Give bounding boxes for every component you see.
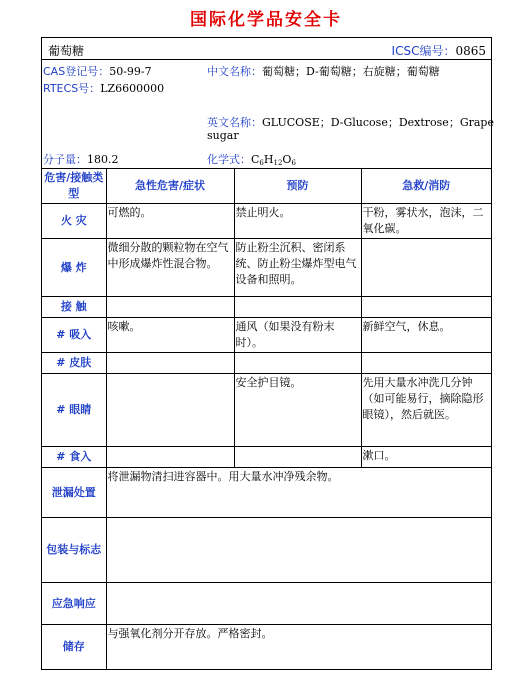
ingest-prevention <box>234 447 361 468</box>
ingest-firstaid: 漱口。 <box>361 447 491 468</box>
label-storage: 储存 <box>42 625 106 669</box>
name-row <box>42 38 491 60</box>
label-explosion: 爆 炸 <box>42 239 106 297</box>
identification-block <box>42 60 494 169</box>
row-spill <box>42 468 491 518</box>
label-contact: 接 触 <box>42 297 106 318</box>
chemical-name: 葡萄糖 <box>48 44 85 58</box>
fire-acute: 可燃的。 <box>106 204 234 239</box>
storage-text: 与强氧化剂分开存放。严格密封。 <box>106 625 491 669</box>
icsc-value: 0865 <box>455 44 486 58</box>
header-acute: 急性危害/症状 <box>106 169 234 204</box>
icsc-label: ICSC编号： <box>391 44 456 58</box>
safety-card <box>41 37 492 670</box>
row-inhale <box>42 318 491 353</box>
row-eye <box>42 374 491 447</box>
eye-prevention: 安全护目镜。 <box>234 374 361 447</box>
row-emergency <box>42 583 491 625</box>
label-inhale: # 吸入 <box>42 318 106 353</box>
molecular-weight <box>43 151 119 167</box>
row-fire <box>42 204 491 239</box>
label-eye: # 眼睛 <box>42 374 106 447</box>
explosion-acute: 微细分散的颗粒物在空气中形成爆炸性混合物。 <box>106 239 234 297</box>
chemical-formula: 化学式：$C_6H_{12}O_6$ <box>207 153 296 167</box>
emergency-text <box>106 583 491 625</box>
cn-name-value: 葡萄糖；D-葡萄糖；右旋糖；葡萄糖 <box>262 65 440 78</box>
row-skin <box>42 353 491 374</box>
header-type: 危害/接触类型 <box>42 169 106 204</box>
explosion-prevention: 防止粉尘沉积、密闭系统、防止粉尘爆炸型电气设备和照明。 <box>234 239 361 297</box>
mw-value: 180.2 <box>87 153 119 166</box>
en-name-label: 英文名称： <box>207 116 262 129</box>
eye-firstaid: 先用大量水冲洗几分钟（如可能易行，摘除隐形眼镜），然后就医。 <box>361 374 491 447</box>
cas-value: 50-99-7 <box>109 65 152 78</box>
row-contact <box>42 297 491 318</box>
header-firstaid: 急救/消防 <box>361 169 491 204</box>
header-row <box>42 169 491 204</box>
cn-name-label: 中文名称： <box>207 65 262 78</box>
rtecs-value: LZ6600000 <box>100 82 165 95</box>
row-explosion <box>42 239 491 297</box>
explosion-firstaid <box>361 239 491 297</box>
row-ingest <box>42 447 491 468</box>
en-name-value: GLUCOSE；D-Glucose；Dextrose；Grape <box>262 116 494 129</box>
cas-label: CAS登记号： <box>43 65 110 78</box>
packaging-text <box>106 518 491 583</box>
label-skin: # 皮肤 <box>42 353 106 374</box>
label-ingest: # 食入 <box>42 447 106 468</box>
rtecs-label: RTECS号： <box>43 82 101 95</box>
row-storage <box>42 625 491 669</box>
inhale-acute: 咳嗽。 <box>106 318 234 353</box>
fire-firstaid: 干粉，雾状水，泡沫，二氧化碳。 <box>361 204 491 239</box>
label-packaging: 包装与标志 <box>42 518 106 583</box>
fire-prevention: 禁止明火。 <box>234 204 361 239</box>
header-prevention: 预防 <box>234 169 361 204</box>
label-emergency: 应急响应 <box>42 583 106 625</box>
mw-label: 分子量： <box>43 153 87 166</box>
card-title: 国际化学品安全卡 <box>190 10 342 30</box>
formula-label: 化学式： <box>207 153 251 166</box>
label-spill: 泄漏处置 <box>42 468 106 518</box>
spill-text: 将泄漏物清扫进容器中。用大量水冲净残余物。 <box>106 468 491 518</box>
row-packaging <box>42 518 491 583</box>
hazard-table <box>42 169 491 669</box>
rtecs-number <box>43 80 164 96</box>
eye-acute <box>106 374 234 447</box>
chinese-names <box>207 63 440 79</box>
english-names-cont: sugar <box>207 129 239 142</box>
ingest-acute <box>106 447 234 468</box>
inhale-prevention: 通风（如果没有粉末时）。 <box>234 318 361 353</box>
label-fire: 火 灾 <box>42 204 106 239</box>
cas-number <box>43 63 152 79</box>
inhale-firstaid: 新鲜空气，休息。 <box>361 318 491 353</box>
english-names <box>207 114 494 130</box>
icsc-number <box>392 42 486 59</box>
